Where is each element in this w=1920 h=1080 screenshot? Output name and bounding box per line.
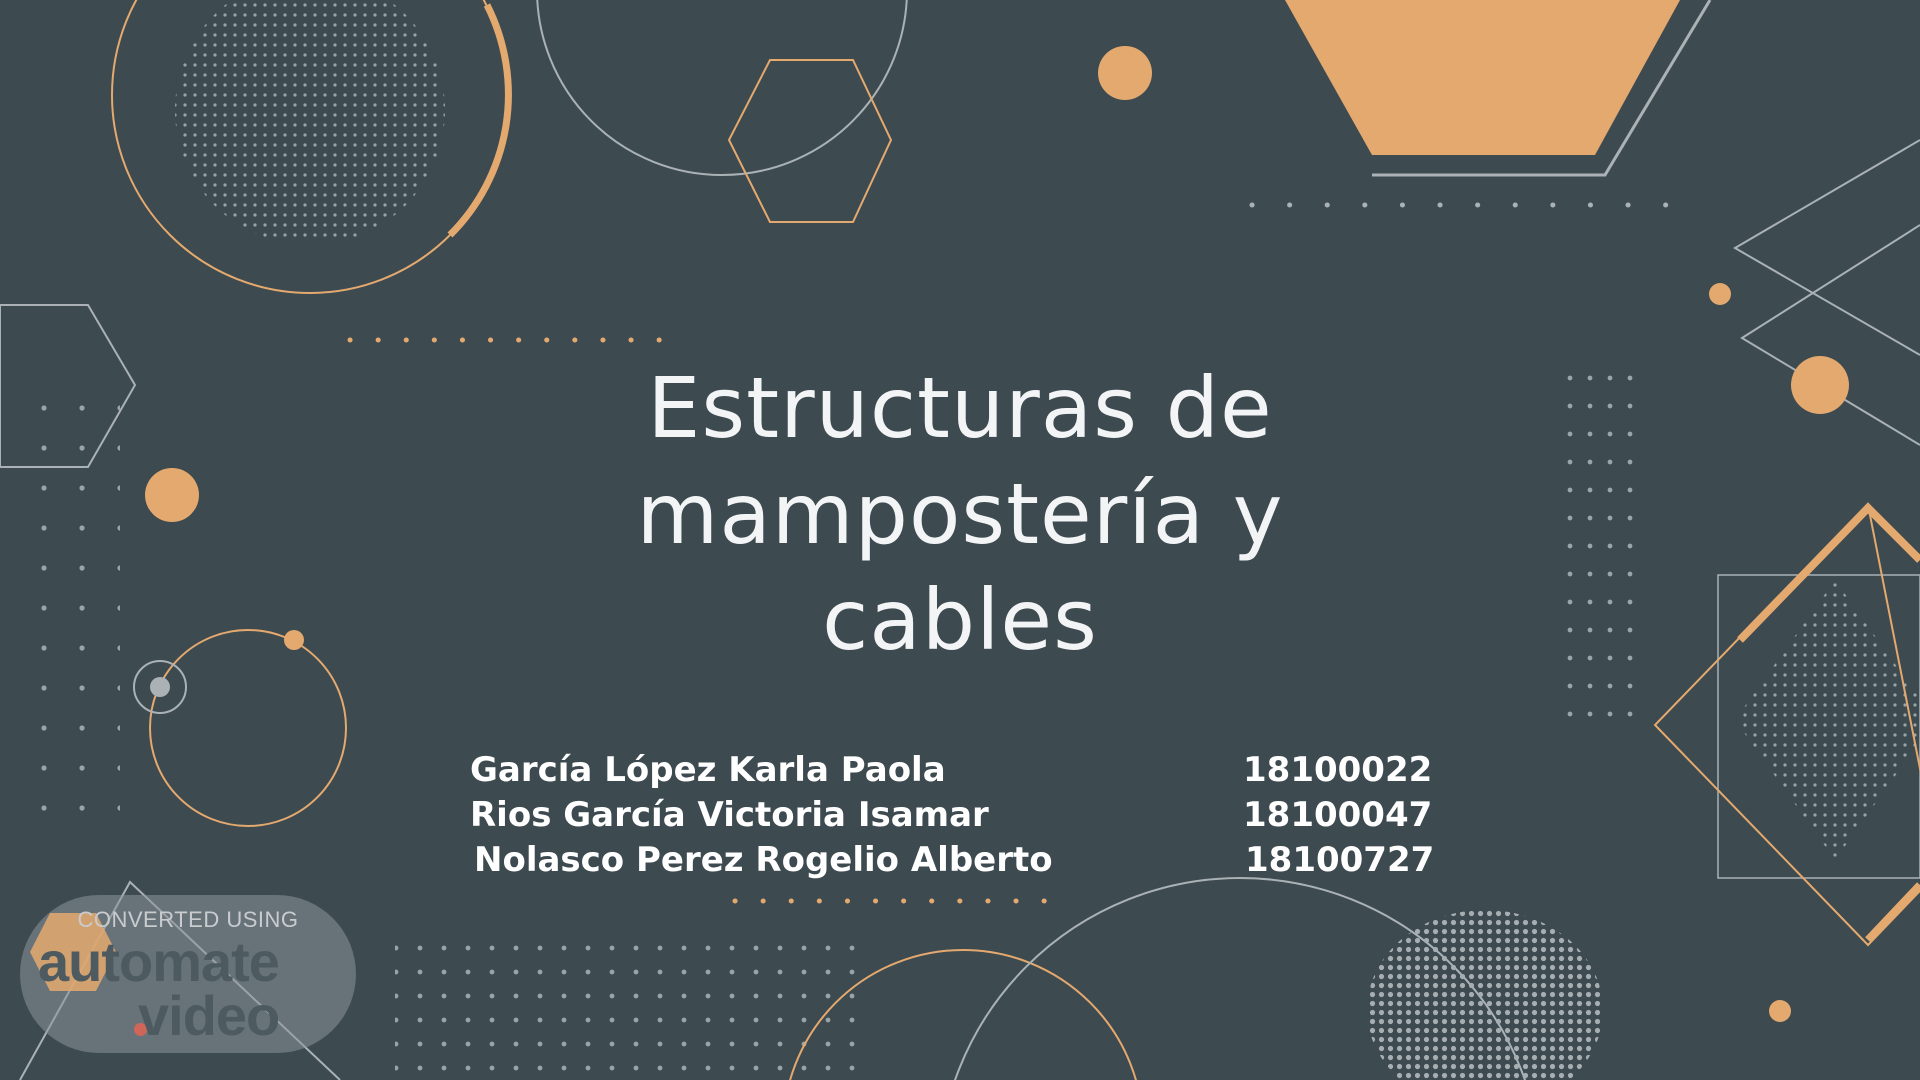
orange-circle-outline xyxy=(150,630,346,826)
orange-bar xyxy=(1868,885,1920,940)
dot-pattern xyxy=(170,0,450,240)
watermark-badge xyxy=(20,895,356,1053)
watermark-caption: CONVERTED USING xyxy=(77,907,299,932)
dot-pattern xyxy=(1365,910,1605,1080)
watermark-brand-suffix: video xyxy=(138,984,280,1047)
watermark-brand: automate xyxy=(38,930,279,993)
orange-dot xyxy=(1098,46,1152,100)
slide-title xyxy=(560,355,1360,673)
student-list xyxy=(470,748,1435,883)
title-line: Estructuras de xyxy=(647,359,1273,457)
title-line: cables xyxy=(822,571,1098,669)
student-id: 18100022 xyxy=(1243,750,1433,790)
student-row xyxy=(470,838,1435,883)
triangle-outline xyxy=(1735,140,1920,355)
orange-dot xyxy=(145,468,199,522)
grey-dot xyxy=(150,677,170,697)
student-id: 18100727 xyxy=(1245,840,1435,880)
orange-dot xyxy=(1769,1000,1791,1022)
student-row xyxy=(470,748,1433,793)
student-id: 18100047 xyxy=(1243,795,1433,835)
orange-trapezoid xyxy=(1285,0,1680,155)
student-name: Nolasco Perez Rogelio Alberto xyxy=(474,840,1053,880)
orange-dot xyxy=(284,630,304,650)
orange-arc xyxy=(450,5,508,235)
student-row xyxy=(470,793,1433,838)
dot-column xyxy=(1565,375,1640,725)
student-name: García López Karla Paola xyxy=(470,750,946,790)
orange-dot xyxy=(1709,283,1731,305)
title-line: mampostería y xyxy=(636,465,1284,563)
grey-circle-outline xyxy=(537,0,907,175)
hexagon-outline xyxy=(729,60,891,222)
dot-column xyxy=(35,380,120,820)
triangle-outline xyxy=(1742,225,1920,445)
student-name: Rios García Victoria Isamar xyxy=(470,795,989,835)
orange-dot xyxy=(1791,356,1849,414)
dot-field xyxy=(395,945,870,1080)
